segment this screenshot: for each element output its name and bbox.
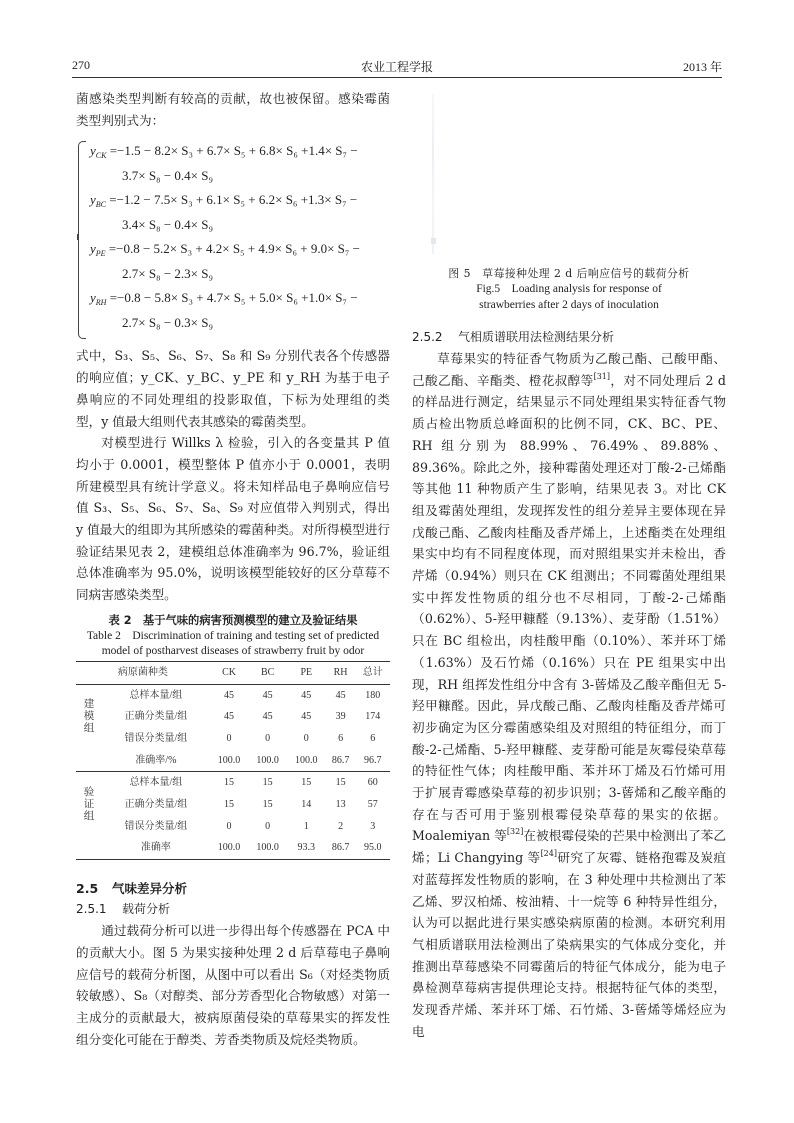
cell: 45 — [335, 689, 346, 701]
header-ck: CK — [222, 666, 236, 678]
cell: 3 — [370, 820, 376, 832]
citation-32: [32] — [506, 827, 524, 837]
loading-analysis-paragraph: 通过载荷分析可以进一步得出每个传感器在 PCA 中的贡献大小。图 5 为果实接种处理 2 d 后草莓电子鼻响应信号的载荷分析图，从图中可以看出 S₆（对烃类物质较敏感）、S₈（对醇类、部分芳香型化合物敏感）对第一主成分的贡献最大，被病原菌侵染的草莓果实的挥发性组分变化可能在于醇类、芳香类物质及烷烃类物质。 — [76, 923, 390, 1047]
definition-paragraph: 式中，S₃、S₅、S₆、S₇、S₈ 和 S₉ 分别代表各个传感器的响应值；y_CK、y_BC、y_PE 和 y_RH 为基于电子鼻响应的不同处理组的投影取值，下标为处理组的类型，y 值最大组则代表其感染的霉菌类型。 — [76, 348, 390, 429]
cell: 15 — [224, 799, 235, 811]
cell: 0 — [226, 732, 232, 744]
group-label-training: 建 模 组 — [83, 699, 95, 735]
row-label: 正确分类量/组 — [124, 799, 188, 811]
cell: 93.3 — [297, 842, 316, 854]
figure-remnant-mark — [431, 238, 436, 244]
table-row — [76, 772, 390, 794]
row-label: 正确分类量/组 — [124, 711, 188, 723]
row-label: 准确率/% — [135, 754, 177, 766]
cell: 180 — [365, 689, 381, 701]
journal-title: 农业工程学报 — [360, 60, 433, 74]
row-label: 错误分类量/组 — [124, 820, 188, 832]
cell: 100.0 — [256, 754, 279, 766]
header-rule — [72, 77, 722, 78]
left-column — [76, 88, 390, 1050]
figure-caption-en-2: strawberries after 2 days of inoculation — [479, 298, 659, 311]
cell: 45 — [262, 689, 273, 701]
results-table — [76, 661, 390, 860]
cell: 100.0 — [256, 842, 279, 854]
equation-rh-line2: 2.7× S₈ − 0.3× S₉ — [122, 314, 214, 330]
cell: 86.7 — [331, 842, 350, 854]
equation-ck-line2: 3.7× S₈ − 0.4× S₉ — [122, 167, 214, 183]
equation-rh-line1: $y_{RH} =-0.8 - 5.8\times S_3 + 4.7\times S_5 + 5.0\times S_6 +1.0\times S_7$ − — [90, 290, 358, 308]
page-number: 270 — [72, 58, 90, 72]
section-heading-2-5-2: 2.5.2 气相质谱联用法检测结果分析 — [412, 330, 615, 344]
cell: 15 — [224, 777, 235, 789]
table-caption-en-2: model of postharvest diseases of strawberry fruit by odor — [101, 644, 365, 657]
discriminant-equations — [76, 139, 390, 339]
equation-pe-line2: 2.7× S₈ − 2.3× S₉ — [122, 265, 214, 281]
willks-paragraph: 对模型进行 Willks λ 检验，引入的各变量其 P 值均小于 0.0001，模型整体 P 值亦小于 0.0001，表明所建模型具有统计学意义。将未知样品电子鼻响应信号值 S₃、S₅、S₆、S₇、S₈、S₉ 对应值带入判别式，得出 y 值最大的组即为其所感染的霉菌种类。对所得模型进行验证结果见表 2，建模组总体准确率为 96.7%，验证组总体准确率为 95.0%，说明该模型能较好的区分草莓不同病害感染类型。 — [76, 435, 390, 603]
testing-group — [76, 772, 390, 860]
cell: 86.7 — [331, 754, 350, 766]
cell: 100.0 — [295, 754, 318, 766]
cell: 39 — [335, 711, 346, 723]
citation-31: [31] — [593, 371, 610, 381]
cell: 0 — [303, 732, 309, 744]
row-label: 总样本量/组 — [129, 777, 183, 789]
row-label: 准确率 — [140, 842, 171, 854]
citation-24: [24] — [540, 849, 557, 859]
cell: 15 — [262, 777, 273, 789]
cell: 45 — [301, 689, 312, 701]
header-total: 总计 — [362, 666, 383, 678]
cell: 13 — [335, 799, 346, 811]
table-row — [76, 794, 390, 816]
right-column — [412, 88, 726, 1043]
equation-bc-line1: $y_{BC} =-1.2 - 7.5\times S_3 + 6.1\times S_5 + 6.2\times S_6 +1.3\times S_7$ − — [90, 192, 358, 210]
cell: 0 — [265, 732, 271, 744]
intro-paragraph: 菌感染类型判断有较高的贡献，故也被保留。感染霉菌类型判别式为： — [76, 91, 390, 128]
cell: 14 — [301, 799, 312, 811]
training-group — [76, 684, 390, 772]
figure-remnant — [432, 94, 434, 254]
figure-5-image — [412, 88, 726, 266]
cell: 57 — [367, 799, 378, 811]
brace-tip — [73, 234, 78, 240]
cell: 96.7 — [364, 754, 382, 766]
cell: 0 — [265, 820, 271, 832]
cell: 174 — [365, 711, 381, 723]
cell: 95.0 — [364, 842, 382, 854]
cell: 6 — [338, 732, 344, 744]
table-row — [76, 750, 390, 772]
figure-caption-en-1: Fig.5 Loading analysis for response of — [476, 283, 662, 295]
cell: 100.0 — [217, 754, 241, 766]
table-row — [76, 816, 390, 838]
figure-caption-cn: 图 5 草莓接种处理 2 d 后响应信号的载荷分析 — [448, 267, 690, 280]
header-bc: BC — [260, 666, 275, 678]
left-brace — [78, 141, 86, 339]
section-heading-2-5-1: 2.5.1 载荷分析 — [76, 902, 171, 917]
table-row — [76, 728, 390, 750]
publication-year: 2013 年 — [682, 60, 722, 74]
cell: 45 — [301, 711, 312, 723]
cell: 60 — [367, 777, 378, 789]
cell: 100.0 — [217, 842, 241, 854]
table-row — [76, 684, 390, 706]
table-header-row — [76, 661, 390, 684]
table-row — [76, 706, 390, 728]
header-pathogen: 病原菌种类 — [117, 666, 168, 678]
cell: 15 — [262, 799, 273, 811]
table-row — [76, 837, 390, 859]
header-pe: PE — [300, 666, 313, 678]
cell: 15 — [301, 777, 312, 789]
equation-pe-line1: $y_{PE} =-0.8 - 5.2\times S_3 + 4.2\times S_5 + 4.9\times S_6 + 9.0\times S_7$ − — [90, 241, 361, 259]
cell: 45 — [224, 689, 235, 701]
cell: 0 — [226, 820, 232, 832]
group-label-testing: 验 证 组 — [83, 786, 95, 822]
header-rh: RH — [333, 666, 348, 678]
equation-bc-line2: 3.4× S₈ − 0.4× S₉ — [122, 216, 214, 232]
gcms-paragraph: 草莓果实的特征香气物质为乙酸己酯、己酸甲酯、己酸乙酯、辛酯类、橙花叔醇等[31]，对不同处理后 2 d 的样品进行测定，结果显示不同处理组果实特征香气物质占检出物质总峰面积的比例不同，CK、BC、PE、RH 组分别为 88.99%、76.49%、89.88%、89.36%。除此之外，接种霉菌处理还对丁酸-2-己烯酯等其他 11 种物质产生了影响，结果见表 3。对比 CK 组及霉菌处理组，发现挥发性的组分差异主要体现在异戊酸己酯、乙酸肉桂酯及香芹烯上，上述酯类在处理组果实中均有不同程度体现，而对照组果实并未检出，香芹烯（0.94%）则只在 CK 组测出；不同霉菌处理组果实中挥发性物质的组分也不尽相同，丁酸-2-己烯酯（0.62%）、5-羟甲糠醛（9.13%）、麦芽酚（1.51%）只在 BC 组检出，肉桂酸甲酯（0.10%）、苯并环丁烯（1.63%）及石竹烯（0.16%）只在 PE 组果实中出现，RH 组挥发性组分中含有 3-蒈烯及乙酸辛酯但无 5-羟甲糠醛。因此，异戊酸己酯、乙酸肉桂酯及香芹烯可初步确定为区分霉菌感染组及对照组的特征组分，而丁酸-2-己烯酯、5-羟甲糠醛、麦芽酚可能是灰霉侵染草莓的特征性气体；肉桂酸甲酯、苯并环丁烯及石竹烯可用于扩展青霉感染草莓的初步识别；3-蒈烯和乙酸辛酯的存在与否可用于鉴别根霉侵染草莓的果实的依据。Moalemiyan 等[32]在被根霉侵染的芒果中检测出了苯乙烯；Li Changying 等[24]研究了灰霉、链格孢霉及炭疽对蓝莓挥发性物质的影响，在 3 种处理中共检测出了苯乙烯、罗汉柏烯、桉油精、十一烷等 6 种特异性组分，认为可以据此进行果实感染病原菌的检测。本研究利用气相质谱联用法检测出了染病果实的气体成分变化，并推测出草莓感染不同霉菌后的特征气体成分，能为电子鼻检测草莓病害提供理论支持。根据特征气体的类型，发现香芹烯、苯并环丁烯、石竹烯、3-蒈烯等烯烃应为电 — [412, 351, 727, 1039]
running-header — [72, 58, 722, 78]
cell: 45 — [224, 711, 235, 723]
cell: 15 — [335, 777, 346, 789]
table-caption-cn: 表 2 基于气味的病害预测模型的建立及验证结果 — [108, 613, 358, 627]
cell: 6 — [370, 732, 376, 744]
section-heading-2-5: 2.5 气味差异分析 — [76, 881, 188, 897]
row-label: 总样本量/组 — [129, 689, 183, 701]
cell: 45 — [262, 711, 273, 723]
equation-ck-line1: $y_{CK} =-1.5 - 8.2\times S_3 + 6.7\times S_5 + 6.8\times S_6 +1.4\times S_7$ − — [90, 143, 358, 161]
table-caption-en-1: Table 2 Discrimination of training and testing set of predicted — [86, 629, 380, 642]
cell: 1 — [303, 820, 309, 832]
row-label: 错误分类量/组 — [124, 732, 188, 744]
cell: 2 — [338, 820, 344, 832]
